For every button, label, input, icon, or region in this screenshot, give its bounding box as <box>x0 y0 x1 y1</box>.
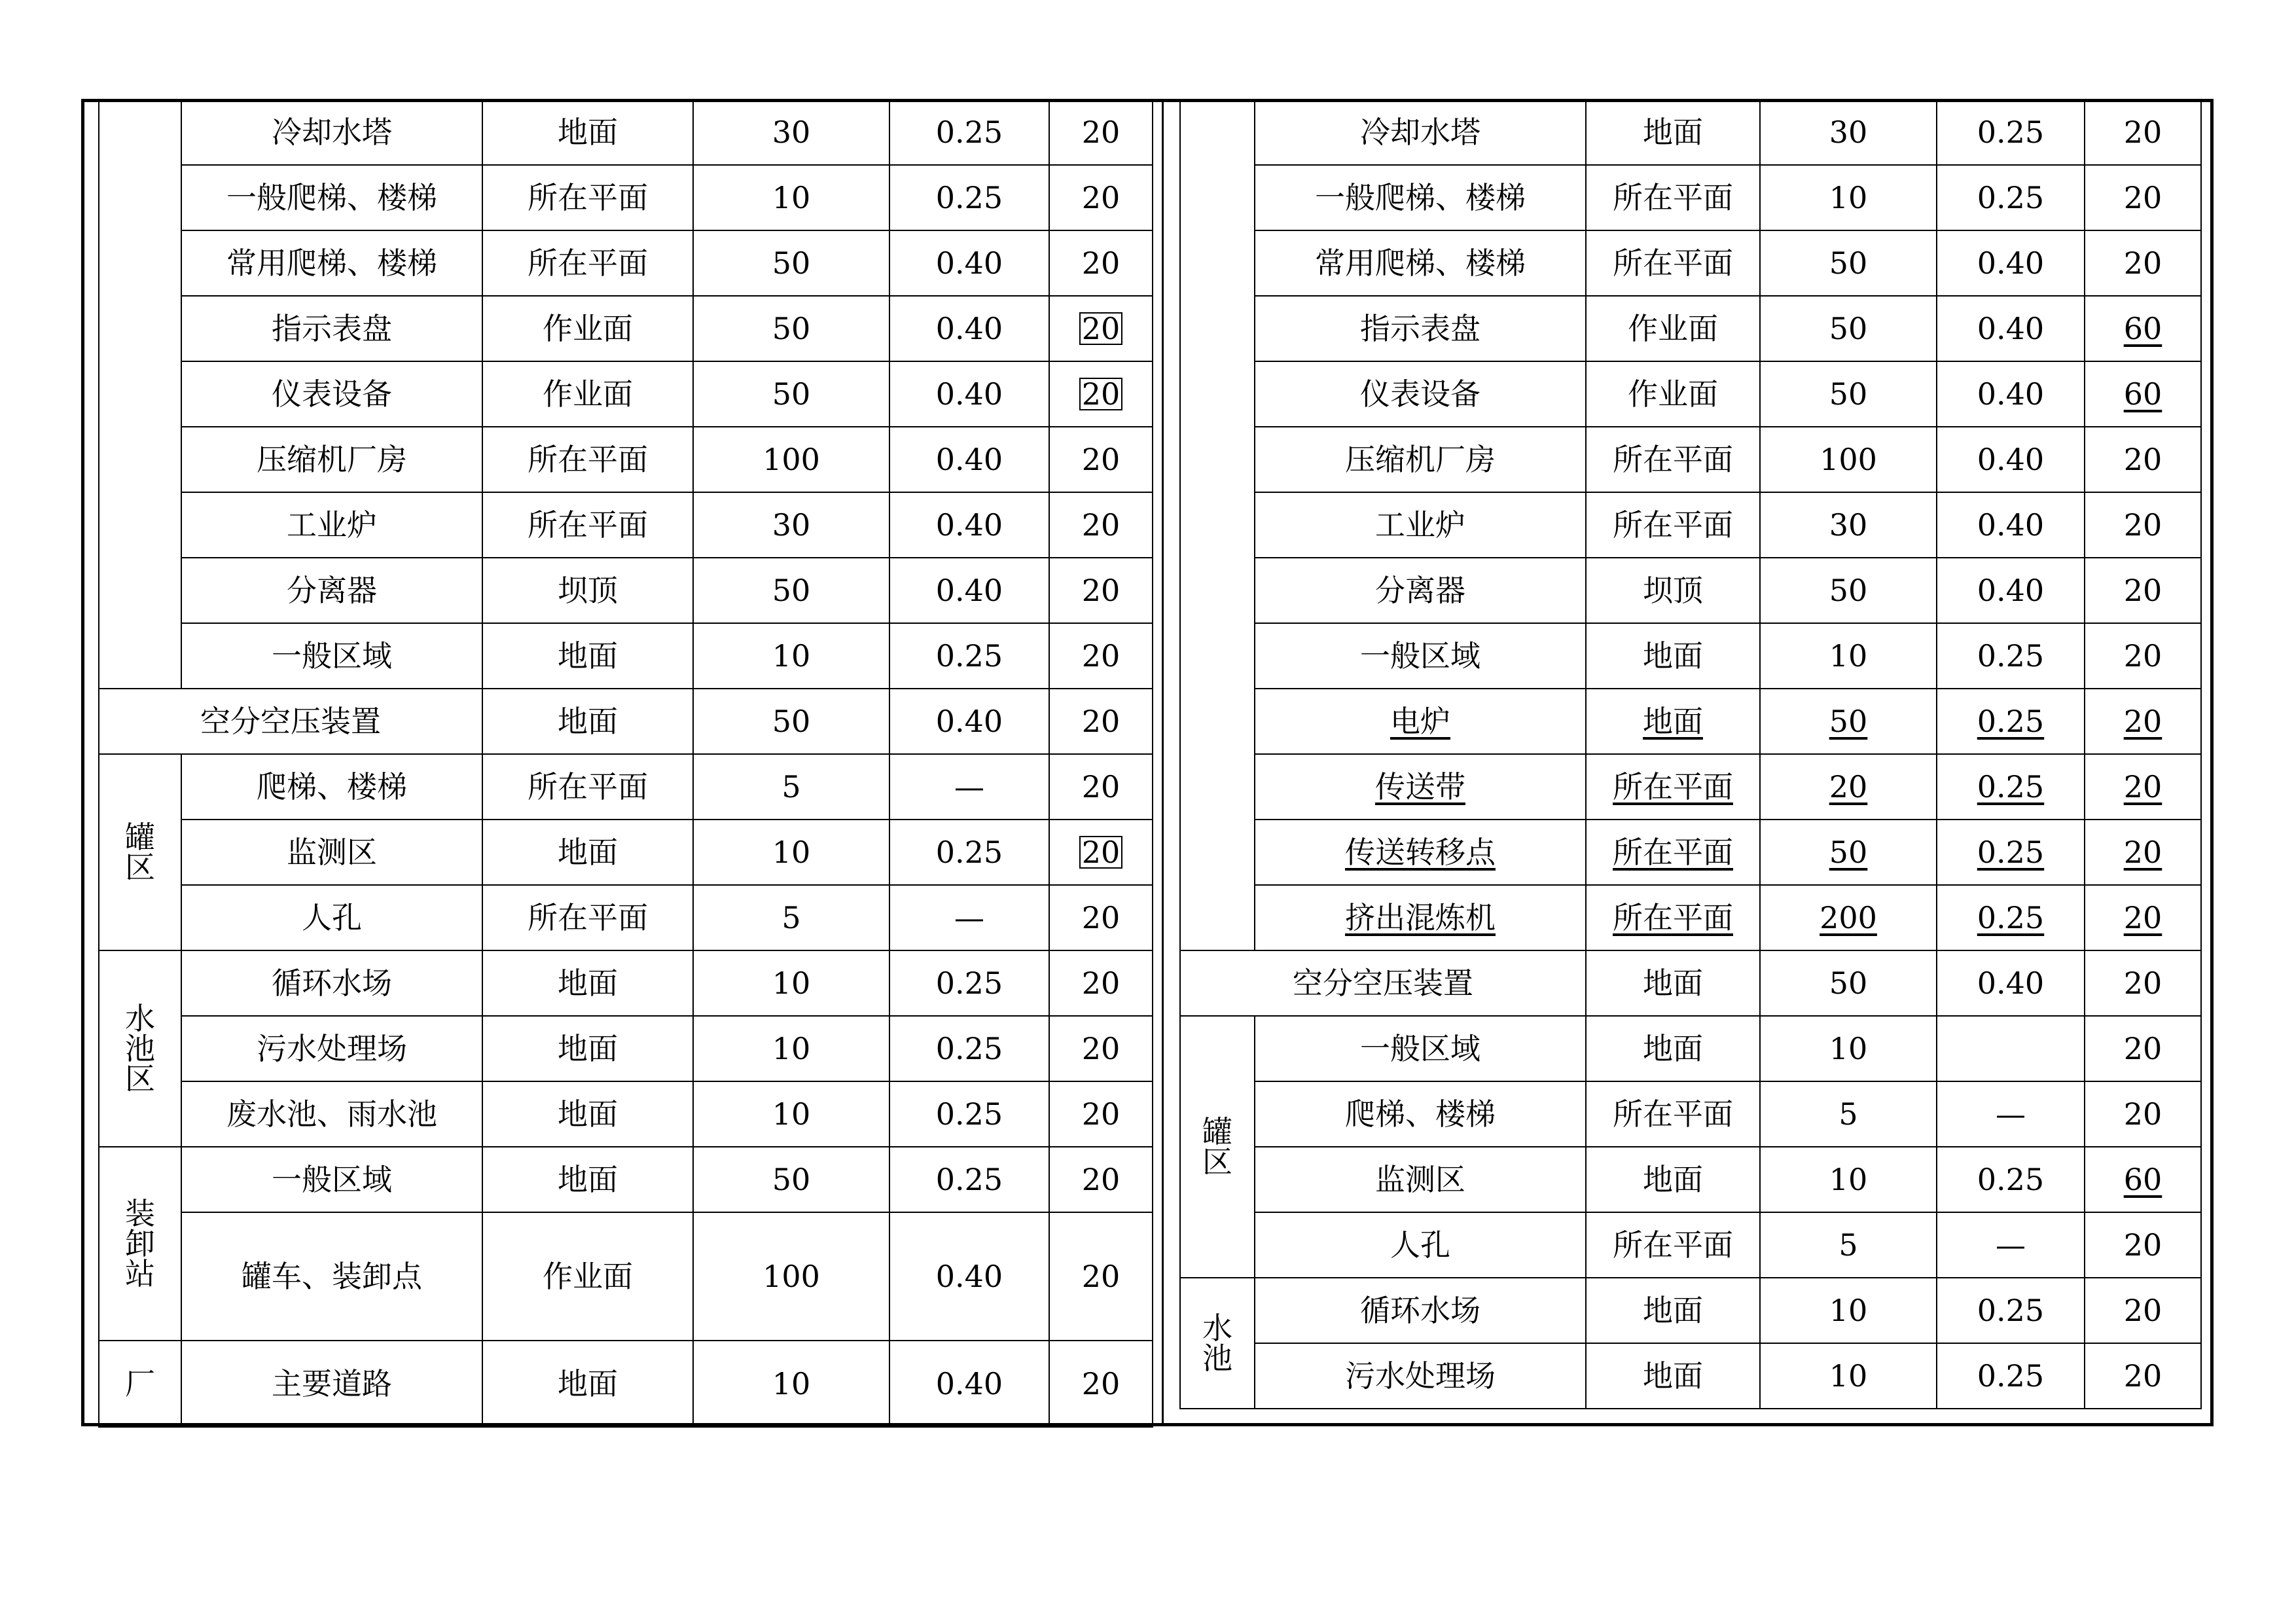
illuminance-value: 5 <box>1760 1081 1937 1147</box>
inserted-ra: 20 <box>2123 704 2162 739</box>
illuminance-value: 10 <box>693 1081 889 1147</box>
area-name: 爬梯、楼梯 <box>1255 1081 1586 1147</box>
uniformity-value <box>1937 689 2085 754</box>
table-row <box>99 689 1153 754</box>
area-name: 人孔 <box>181 885 482 950</box>
area-name: 仪表设备 <box>181 361 482 427</box>
uniformity-value: 0.25 <box>889 1147 1049 1212</box>
illuminance-value: 30 <box>693 492 889 558</box>
illuminance-value: 100 <box>693 427 889 492</box>
category-char: 区 <box>125 850 155 885</box>
area-name: 压缩机厂房 <box>1255 427 1586 492</box>
ra-value: 20 <box>2085 1343 2201 1409</box>
illuminance-value: 10 <box>1760 623 1937 689</box>
reference-plane: 地面 <box>1586 1147 1760 1212</box>
ra-value: 20 <box>1049 689 1153 754</box>
illuminance-value: 50 <box>1760 950 1937 1016</box>
reference-plane: 所在平面 <box>482 885 693 950</box>
ra-value <box>2085 689 2201 754</box>
area-name <box>1255 820 1586 885</box>
ra-value: 20 <box>1049 1341 1153 1427</box>
illuminance-value: 30 <box>1760 99 1937 165</box>
area-name: 一般爬梯、楼梯 <box>181 165 482 230</box>
table-row <box>99 623 1153 689</box>
area-name: 监测区 <box>181 820 482 885</box>
uniformity-value: 0.40 <box>889 1341 1049 1427</box>
illuminance-value: 50 <box>693 361 889 427</box>
uniformity-value: — <box>1937 1081 2085 1147</box>
inserted-area-name: 挤出混炼机 <box>1345 900 1496 935</box>
ra-value: 20 <box>1049 950 1153 1016</box>
ra-value: 20 <box>1049 1016 1153 1081</box>
reference-plane <box>1586 820 1760 885</box>
uniformity-value: 0.40 <box>1937 361 2085 427</box>
area-name: 常用爬梯、楼梯 <box>181 230 482 296</box>
inserted-lux: 200 <box>1820 900 1877 935</box>
ra-value: 20 <box>1049 754 1153 820</box>
illuminance-value: 5 <box>693 754 889 820</box>
uniformity-value: — <box>889 885 1049 950</box>
category-cell-loading <box>99 1147 181 1341</box>
reference-plane <box>1586 885 1760 950</box>
table-row <box>99 427 1153 492</box>
area-name: 废水池、雨水池 <box>181 1081 482 1147</box>
reference-plane: 坝顶 <box>482 558 693 623</box>
inserted-u0: 0.25 <box>1977 769 2045 804</box>
inserted-u0: 0.25 <box>1977 835 2045 870</box>
table-row <box>1180 885 2201 950</box>
table-row <box>99 1081 1153 1147</box>
ra-value <box>1049 361 1153 427</box>
table-row <box>1180 623 2201 689</box>
uniformity-value <box>1937 1016 2085 1081</box>
ra-value: 20 <box>2085 492 2201 558</box>
ra-value: 20 <box>2085 623 2201 689</box>
reference-plane: 作业面 <box>482 361 693 427</box>
illuminance-value: 10 <box>1760 1343 1937 1409</box>
ra-value: 20 <box>2085 165 2201 230</box>
uniformity-value: 0.40 <box>889 492 1049 558</box>
table-row <box>99 361 1153 427</box>
revised-ra-value: 60 <box>2123 376 2162 412</box>
illuminance-value: 10 <box>693 1341 889 1427</box>
area-name: 分离器 <box>1255 558 1586 623</box>
reference-plane: 所在平面 <box>482 754 693 820</box>
reference-plane: 地面 <box>1586 99 1760 165</box>
area-name: 一般区域 <box>1255 1016 1586 1081</box>
area-name: 工业炉 <box>1255 492 1586 558</box>
area-name: 工业炉 <box>181 492 482 558</box>
ra-value: 20 <box>1049 623 1153 689</box>
inserted-plane: 所在平面 <box>1613 900 1733 935</box>
uniformity-value: — <box>889 754 1049 820</box>
table-row <box>99 296 1153 361</box>
category-char: 装 <box>125 1196 155 1231</box>
ra-value: 20 <box>2085 427 2201 492</box>
illuminance-value: 50 <box>1760 558 1937 623</box>
table-row <box>99 1212 1153 1341</box>
uniformity-value: 0.40 <box>889 1212 1049 1341</box>
table-row <box>1180 492 2201 558</box>
reference-plane: 地面 <box>482 689 693 754</box>
reference-plane: 所在平面 <box>482 427 693 492</box>
uniformity-value: 0.40 <box>889 230 1049 296</box>
illuminance-value: 10 <box>1760 1278 1937 1343</box>
area-name: 冷却水塔 <box>1255 99 1586 165</box>
area-name: 一般区域 <box>181 623 482 689</box>
illuminance-value: 10 <box>693 820 889 885</box>
area-name: 空分空压装置 <box>99 689 482 754</box>
category-char: 区 <box>125 1061 155 1096</box>
category-char: 卸 <box>125 1226 155 1261</box>
inserted-area-name: 传送带 <box>1375 769 1465 804</box>
area-name: 一般爬梯、楼梯 <box>1255 165 1586 230</box>
table-row <box>1180 754 2201 820</box>
table-row <box>1180 296 2201 361</box>
reference-plane: 所在平面 <box>1586 1081 1760 1147</box>
category-cell-plant <box>99 1341 181 1427</box>
uniformity-value: 0.25 <box>1937 1343 2085 1409</box>
reference-plane <box>1586 689 1760 754</box>
illuminance-value: 10 <box>693 623 889 689</box>
illuminance-value: 50 <box>1760 296 1937 361</box>
illuminance-value: 10 <box>1760 1016 1937 1081</box>
uniformity-value: 0.40 <box>1937 230 2085 296</box>
category-cell-tank <box>99 754 181 950</box>
area-name: 污水处理场 <box>181 1016 482 1081</box>
category-char: 水 <box>125 1001 155 1036</box>
ra-value: 20 <box>2085 1278 2201 1343</box>
ra-value <box>2085 754 2201 820</box>
reference-plane: 作业面 <box>1586 296 1760 361</box>
reference-plane: 所在平面 <box>1586 230 1760 296</box>
category-char: 池 <box>125 1031 155 1066</box>
ra-value <box>2085 1147 2201 1212</box>
inserted-ra: 20 <box>2123 835 2162 870</box>
uniformity-value: 0.25 <box>889 623 1049 689</box>
inserted-u0: 0.25 <box>1977 900 2045 935</box>
ra-value: 20 <box>1049 1081 1153 1147</box>
reference-plane: 地面 <box>482 99 693 165</box>
left-illuminance-table <box>98 99 1153 1428</box>
uniformity-value: 0.25 <box>889 1081 1049 1147</box>
area-name <box>1255 689 1586 754</box>
uniformity-value: 0.40 <box>889 427 1049 492</box>
uniformity-value <box>1937 754 2085 820</box>
category-char: 区 <box>1202 1144 1232 1180</box>
reference-plane: 地面 <box>482 1081 693 1147</box>
ra-value: 20 <box>2085 950 2201 1016</box>
uniformity-value: 0.25 <box>1937 165 2085 230</box>
right-illuminance-table <box>1179 99 2202 1409</box>
uniformity-value: 0.40 <box>1937 427 2085 492</box>
illuminance-value: 10 <box>1760 1147 1937 1212</box>
reference-plane <box>1586 754 1760 820</box>
reference-plane: 所在平面 <box>482 230 693 296</box>
area-name: 污水处理场 <box>1255 1343 1586 1409</box>
table-row <box>1180 558 2201 623</box>
uniformity-value: 0.25 <box>889 99 1049 165</box>
illuminance-value: 10 <box>693 1016 889 1081</box>
reference-plane: 作业面 <box>482 1212 693 1341</box>
area-name: 分离器 <box>181 558 482 623</box>
ra-value: 20 <box>1049 165 1153 230</box>
table-row <box>99 558 1153 623</box>
illuminance-value <box>1760 754 1937 820</box>
reference-plane: 地面 <box>482 1147 693 1212</box>
category-char: 罐 <box>125 820 155 855</box>
ra-value: 20 <box>1049 230 1153 296</box>
ra-value: 20 <box>1049 492 1153 558</box>
uniformity-value: 0.25 <box>1937 1278 2085 1343</box>
area-name: 循环水场 <box>1255 1278 1586 1343</box>
illuminance-value: 50 <box>1760 230 1937 296</box>
table-row <box>99 885 1153 950</box>
uniformity-value: 0.40 <box>889 558 1049 623</box>
inserted-area-name: 传送转移点 <box>1345 835 1496 870</box>
table-row <box>1180 820 2201 885</box>
reference-plane: 地面 <box>482 623 693 689</box>
inserted-lux: 20 <box>1829 769 1868 804</box>
illuminance-value: 10 <box>693 165 889 230</box>
inserted-ra: 20 <box>2123 900 2162 935</box>
illuminance-value: 10 <box>1760 165 1937 230</box>
table-row <box>1180 427 2201 492</box>
reference-plane: 地面 <box>1586 1016 1760 1081</box>
uniformity-value: 0.40 <box>1937 492 2085 558</box>
area-name: 空分空压装置 <box>1180 950 1586 1016</box>
inserted-lux: 50 <box>1829 835 1868 870</box>
ra-value <box>2085 361 2201 427</box>
illuminance-value: 50 <box>693 296 889 361</box>
category-char: 水 <box>1202 1310 1232 1346</box>
table-row <box>99 165 1153 230</box>
uniformity-value: 0.40 <box>1937 558 2085 623</box>
ra-value <box>2085 296 2201 361</box>
category-cell-tank <box>1180 1016 1255 1278</box>
table-row <box>1180 1081 2201 1147</box>
table-row <box>1180 950 2201 1016</box>
illuminance-value <box>1760 820 1937 885</box>
illuminance-value: 50 <box>1760 361 1937 427</box>
illuminance-value: 100 <box>1760 427 1937 492</box>
ra-value <box>2085 820 2201 885</box>
uniformity-value: 0.40 <box>1937 950 2085 1016</box>
illuminance-value: 50 <box>693 1147 889 1212</box>
category-cell <box>99 99 181 689</box>
table-row <box>1180 689 2201 754</box>
illuminance-value: 50 <box>693 558 889 623</box>
uniformity-value: — <box>1937 1212 2085 1278</box>
revised-ra-value: 60 <box>2123 311 2162 346</box>
category-cell-pool <box>1180 1278 1255 1409</box>
boxed-ra-value: 20 <box>1079 378 1123 410</box>
reference-plane: 所在平面 <box>482 165 693 230</box>
reference-plane: 地面 <box>1586 950 1760 1016</box>
reference-plane: 作业面 <box>482 296 693 361</box>
illuminance-value: 100 <box>693 1212 889 1341</box>
uniformity-value <box>1937 820 2085 885</box>
area-name: 压缩机厂房 <box>181 427 482 492</box>
category-char: 厂 <box>125 1366 155 1401</box>
illuminance-value: 5 <box>1760 1212 1937 1278</box>
ra-value: 20 <box>2085 1212 2201 1278</box>
uniformity-value: 0.40 <box>889 296 1049 361</box>
category-char: 罐 <box>1202 1114 1232 1149</box>
ra-value: 20 <box>1049 558 1153 623</box>
boxed-ra-value: 20 <box>1079 836 1123 869</box>
reference-plane: 地面 <box>482 1341 693 1427</box>
illuminance-value: 50 <box>693 689 889 754</box>
ra-value <box>2085 885 2201 950</box>
inserted-ra: 20 <box>2123 769 2162 804</box>
ra-value: 20 <box>1049 885 1153 950</box>
table-row <box>1180 165 2201 230</box>
ra-value: 20 <box>2085 1016 2201 1081</box>
ra-value: 20 <box>1049 99 1153 165</box>
area-name: 指示表盘 <box>181 296 482 361</box>
ra-value <box>1049 820 1153 885</box>
area-name <box>1255 885 1586 950</box>
ra-value: 20 <box>1049 1212 1153 1341</box>
category-cell-pool <box>99 950 181 1147</box>
uniformity-value: 0.40 <box>889 689 1049 754</box>
reference-plane: 所在平面 <box>1586 165 1760 230</box>
area-name: 冷却水塔 <box>181 99 482 165</box>
ra-value: 20 <box>2085 230 2201 296</box>
illuminance-value: 50 <box>693 230 889 296</box>
illuminance-value <box>1760 885 1937 950</box>
uniformity-value: 0.25 <box>889 820 1049 885</box>
ra-value: 20 <box>2085 558 2201 623</box>
area-name: 监测区 <box>1255 1147 1586 1212</box>
table-row <box>99 754 1153 820</box>
reference-plane: 地面 <box>1586 1343 1760 1409</box>
table-row <box>99 950 1153 1016</box>
column-divider <box>1162 99 1164 1426</box>
ra-value: 20 <box>2085 99 2201 165</box>
ra-value: 20 <box>2085 1081 2201 1147</box>
uniformity-value: 0.25 <box>889 1016 1049 1081</box>
illuminance-value: 10 <box>693 950 889 1016</box>
illuminance-value <box>1760 689 1937 754</box>
uniformity-value: 0.25 <box>1937 99 2085 165</box>
uniformity-value: 0.40 <box>889 361 1049 427</box>
table-row <box>99 1147 1153 1212</box>
area-name: 指示表盘 <box>1255 296 1586 361</box>
table-row <box>1180 230 2201 296</box>
table-row <box>1180 1212 2201 1278</box>
table-row <box>99 230 1153 296</box>
reference-plane: 坝顶 <box>1586 558 1760 623</box>
category-char: 池 <box>1202 1341 1232 1376</box>
table-row <box>1180 1278 2201 1343</box>
table-row <box>1180 361 2201 427</box>
reference-plane: 所在平面 <box>482 492 693 558</box>
inserted-u0: 0.25 <box>1977 704 2045 739</box>
area-name: 循环水场 <box>181 950 482 1016</box>
inserted-plane: 所在平面 <box>1613 769 1733 804</box>
area-name: 爬梯、楼梯 <box>181 754 482 820</box>
uniformity-value: 0.40 <box>1937 296 2085 361</box>
table-row <box>99 492 1153 558</box>
reference-plane: 所在平面 <box>1586 1212 1760 1278</box>
area-name: 常用爬梯、楼梯 <box>1255 230 1586 296</box>
ra-value: 20 <box>1049 1147 1153 1212</box>
area-name: 一般区域 <box>1255 623 1586 689</box>
reference-plane: 地面 <box>482 950 693 1016</box>
inserted-plane: 地面 <box>1643 704 1703 739</box>
category-cell <box>1180 99 1255 950</box>
area-name: 人孔 <box>1255 1212 1586 1278</box>
uniformity-value <box>1937 885 2085 950</box>
reference-plane: 地面 <box>482 1016 693 1081</box>
illuminance-value: 5 <box>693 885 889 950</box>
table-row <box>1180 1016 2201 1081</box>
area-name: 仪表设备 <box>1255 361 1586 427</box>
ra-value <box>1049 296 1153 361</box>
table-row <box>99 1341 1153 1427</box>
uniformity-value: 0.25 <box>889 950 1049 1016</box>
uniformity-value: 0.25 <box>1937 1147 2085 1212</box>
area-name: 罐车、装卸点 <box>181 1212 482 1341</box>
uniformity-value: 0.25 <box>1937 623 2085 689</box>
revised-ra-value: 60 <box>2123 1162 2162 1197</box>
reference-plane: 所在平面 <box>1586 492 1760 558</box>
table-row <box>1180 1343 2201 1409</box>
reference-plane: 作业面 <box>1586 361 1760 427</box>
uniformity-value: 0.25 <box>889 165 1049 230</box>
inserted-area-name: 电炉 <box>1390 704 1450 739</box>
inserted-plane: 所在平面 <box>1613 835 1733 870</box>
table-row <box>99 99 1153 165</box>
ra-value: 20 <box>1049 427 1153 492</box>
area-name <box>1255 754 1586 820</box>
category-char: 站 <box>125 1256 155 1291</box>
table-row <box>99 820 1153 885</box>
table-row <box>1180 99 2201 165</box>
boxed-ra-value: 20 <box>1079 312 1123 345</box>
area-name: 一般区域 <box>181 1147 482 1212</box>
reference-plane: 所在平面 <box>1586 427 1760 492</box>
reference-plane: 地面 <box>1586 623 1760 689</box>
illuminance-value: 30 <box>693 99 889 165</box>
inserted-lux: 50 <box>1829 704 1868 739</box>
table-row <box>1180 1147 2201 1212</box>
reference-plane: 地面 <box>482 820 693 885</box>
illuminance-value: 30 <box>1760 492 1937 558</box>
reference-plane: 地面 <box>1586 1278 1760 1343</box>
table-row <box>99 1016 1153 1081</box>
area-name: 主要道路 <box>181 1341 482 1427</box>
